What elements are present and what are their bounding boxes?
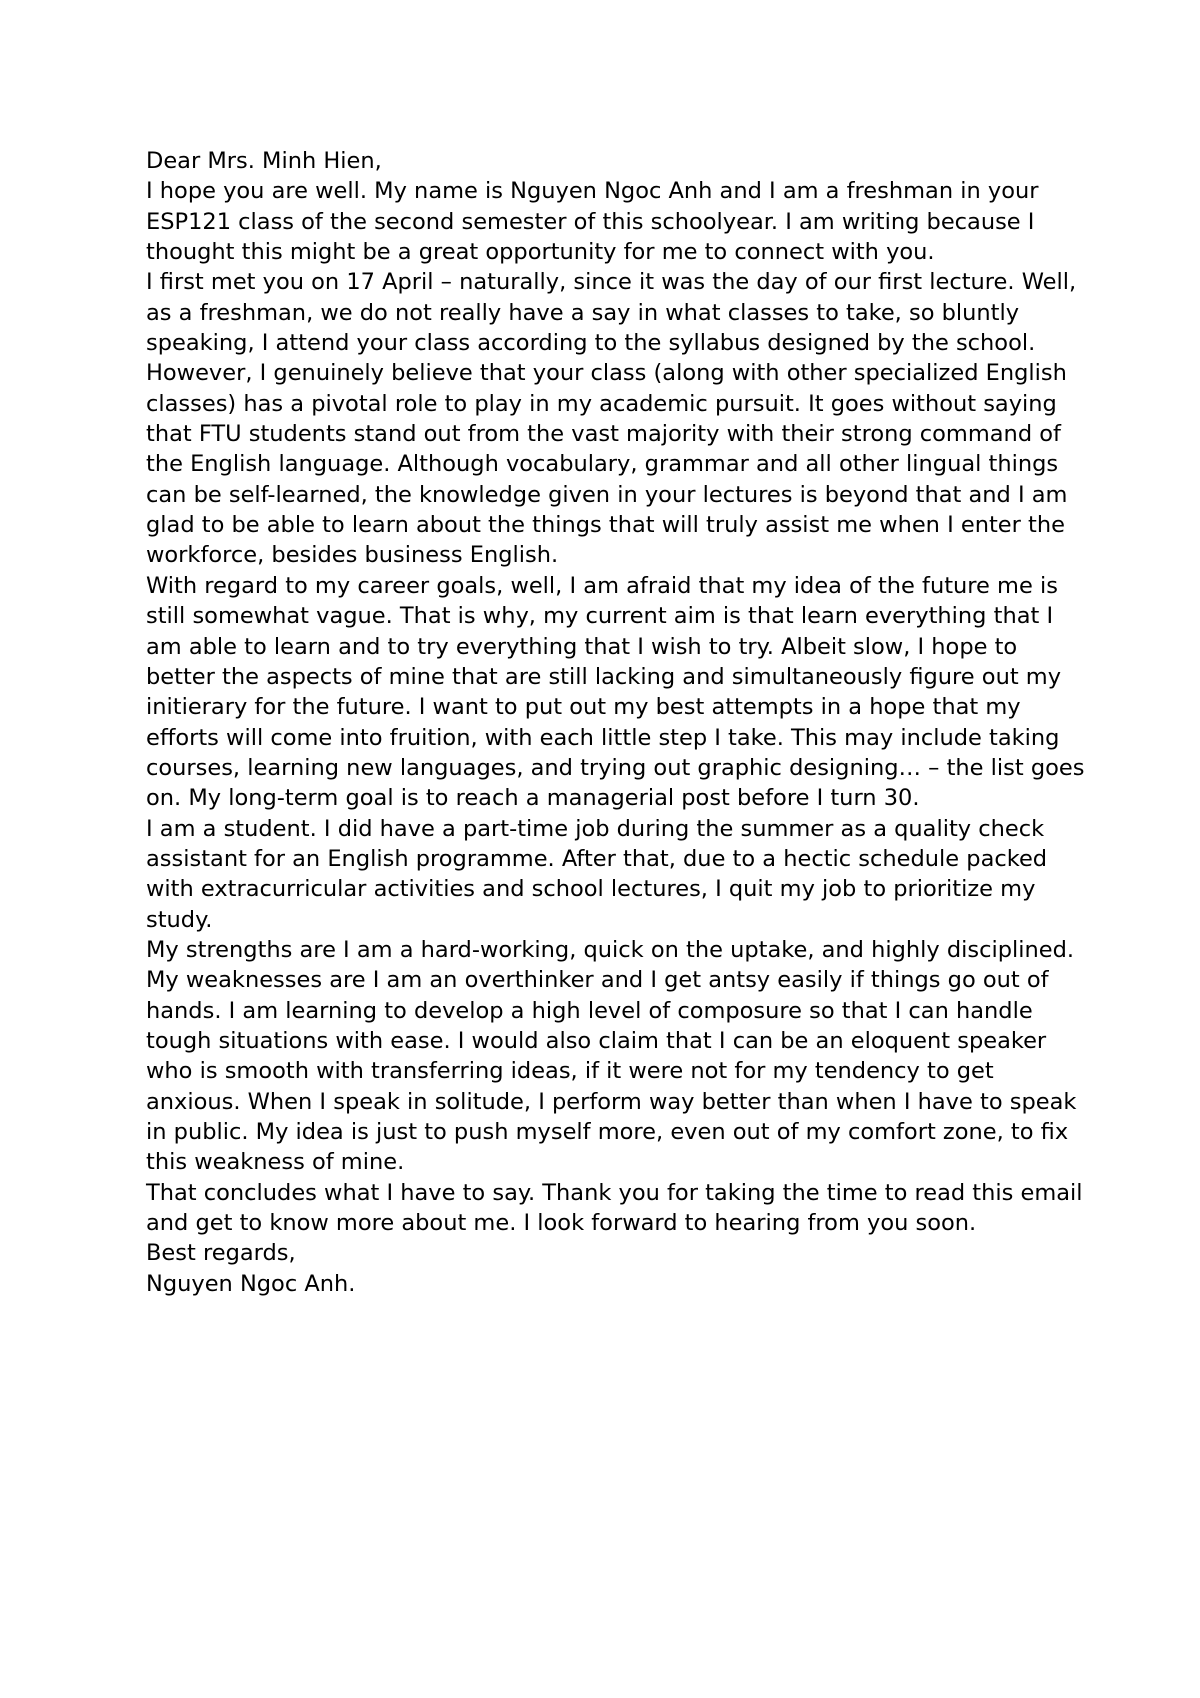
letter-closing: Best regards,: [146, 1240, 296, 1267]
letter-signature: Nguyen Ngoc Anh.: [146, 1270, 356, 1297]
letter-body: [146, 146, 1086, 1299]
letter-paragraph-conclusion: That concludes what I have to say. Thank you for taking the time to read this email and get to know more about me. I look forward to hearing from you soon.: [146, 1179, 1083, 1237]
letter-paragraph-intro: I hope you are well. My name is Nguyen Ngoc Anh and I am a freshman in your ESP121 class of the second semester of this schoolyear. I am writing because I thought this might be a great opportunity for me to connect with you.: [146, 178, 1039, 266]
letter-paragraph-work-experience: I am a student. I did have a part-time job during the summer as a quality check assistant for an English programme. After that, due to a hectic schedule packed with extracurricular activities and school lectures, I quit my job to prioritize my study.: [146, 815, 1048, 933]
letter-salutation: Dear Mrs. Minh Hien,: [146, 148, 382, 174]
letter-paragraph-career-goals: With regard to my career goals, well, I am afraid that my idea of the future me is still somewhat vague. That is why, my current aim is that learn everything that I am able to learn and to try everything that I wish to try. Albeit slow, I hope to better the aspects of mine that are still lacking and simultaneously figure out my initierary for the future. I want to put out my best attempts in a hope that my efforts will come into fruition, with each little step I take. This may include taking courses, learning new languages, and trying out graphic designing… – the list goes on. My long-term goal is to reach a managerial post before I turn 30.: [146, 572, 1085, 812]
letter-paragraph-first-meeting: I first met you on 17 April – naturally, since it was the day of our first lecture. Well, as a freshman, we do not really have a say in what classes to take, so bluntly speaking, I attend your class according to the syllabus designed by the school. However, I genuinely believe that your class (along with other specialized English classes) has a pivotal role to play in my academic pursuit. It goes without saying that FTU students stand out from the vast majority with their strong command of the English language. Although vocabulary, grammar and all other lingual things can be self-learned, the knowledge given in your lectures is beyond that and I am glad to be able to learn about the things that will truly assist me when I enter the workforce, besides business English.: [146, 269, 1077, 569]
letter-paragraph-strengths-weaknesses: My strengths are I am a hard-working, quick on the uptake, and highly disciplined. My weaknesses are I am an overthinker and I get antsy easily if things go out of hands. I am learning to develop a high level of composure so that I can handle tough situations with ease. I would also claim that I can be an eloquent speaker who is smooth with transferring ideas, if it were not for my tendency to get anxious. When I speak in solitude, I perform way better than when I have to speak in public. My idea is just to push myself more, even out of my comfort zone, to fix this weakness of mine.: [146, 936, 1077, 1176]
